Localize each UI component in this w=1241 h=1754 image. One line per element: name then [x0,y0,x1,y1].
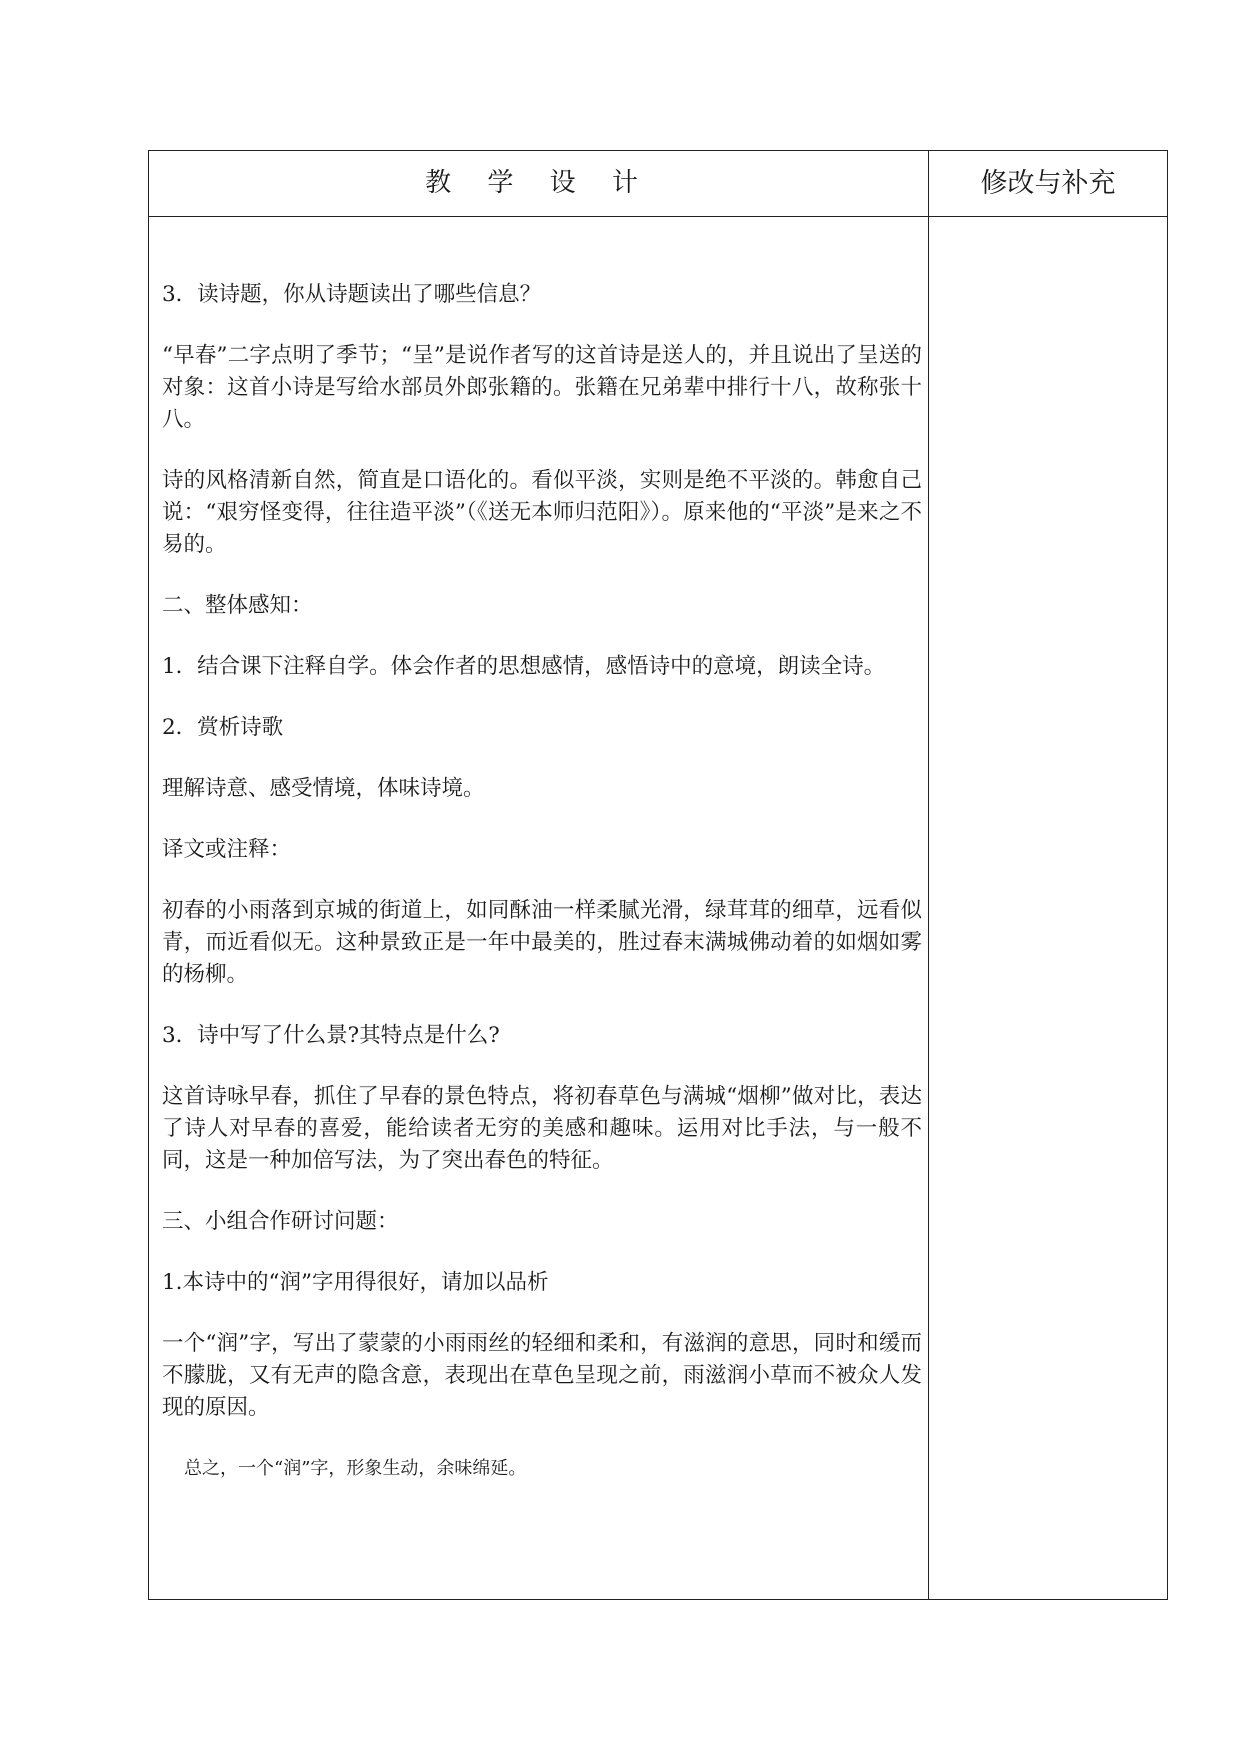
paragraph: 3．读诗题，你从诗题读出了哪些信息？ [162,282,542,307]
paragraph: 1．结合课下注释自学。体会作者的思想感情，感悟诗中的意境，朗读全诗。 [162,654,886,679]
lesson-plan-table [148,150,1168,1600]
header-teaching-design: 教 学 设 计 [425,168,652,198]
paragraph: 一个“润”字，写出了蒙蒙的小雨雨丝的轻细和柔和，有滋润的意思，同时和缓而不朦胧，又有无声的隐含意，表现出在草色呈现之前，雨滋润小草而不被众人发现的原因。 [162,1331,922,1420]
paragraph: 3．诗中写了什么景?其特点是什么? [162,1023,500,1048]
header-revision-notes: 修改与补充 [980,168,1116,199]
paragraph: “早春”二字点明了季节；“呈”是说作者写的这首诗是送人的，并且说出了呈送的对象：这首小诗是写给水部员外郎张籍的。张籍在兄弟辈中排行十八，故称张十八。 [162,343,922,432]
paragraph: 这首诗咏早春，抓住了早春的景色特点，将初春草色与满城“烟柳”做对比，表达了诗人对早春的喜爱，能给读者无穷的美感和趣味。运用对比手法，与一般不同，这是一种加倍写法，为了突出春色的特征。 [162,1084,922,1173]
paragraph: 初春的小雨落到京城的街道上，如同酥油一样柔腻光滑，绿茸茸的细草，远看似青，而近看似无。这种景致正是一年中最美的，胜过春末满城佛动着的如烟如雾的杨柳。 [162,898,922,987]
section-heading: 三、小组合作研讨问题： [162,1209,399,1234]
paragraph: 诗的风格清新自然，简直是口语化的。看似平淡，实则是绝不平淡的。韩愈自己说：“艰穷怪变得，往往造平淡”（《送无本师归范阳》）。原来他的“平淡”是来之不易的。 [162,468,922,557]
column-divider [928,151,929,1599]
teaching-design-content [162,279,922,1514]
paragraph: 译文或注释： [162,837,292,862]
summary-note: 总之，一个“润”字，形象生动，余味绵延。 [184,1458,527,1479]
section-heading: 二、整体感知： [162,593,313,618]
paragraph: 理解诗意、感受情境，体味诗境。 [162,776,485,801]
paragraph: 1.本诗中的“润”字用得很好，请加以品析 [162,1270,549,1295]
paragraph: 2．赏析诗歌 [162,715,284,740]
header-divider [149,216,1167,217]
